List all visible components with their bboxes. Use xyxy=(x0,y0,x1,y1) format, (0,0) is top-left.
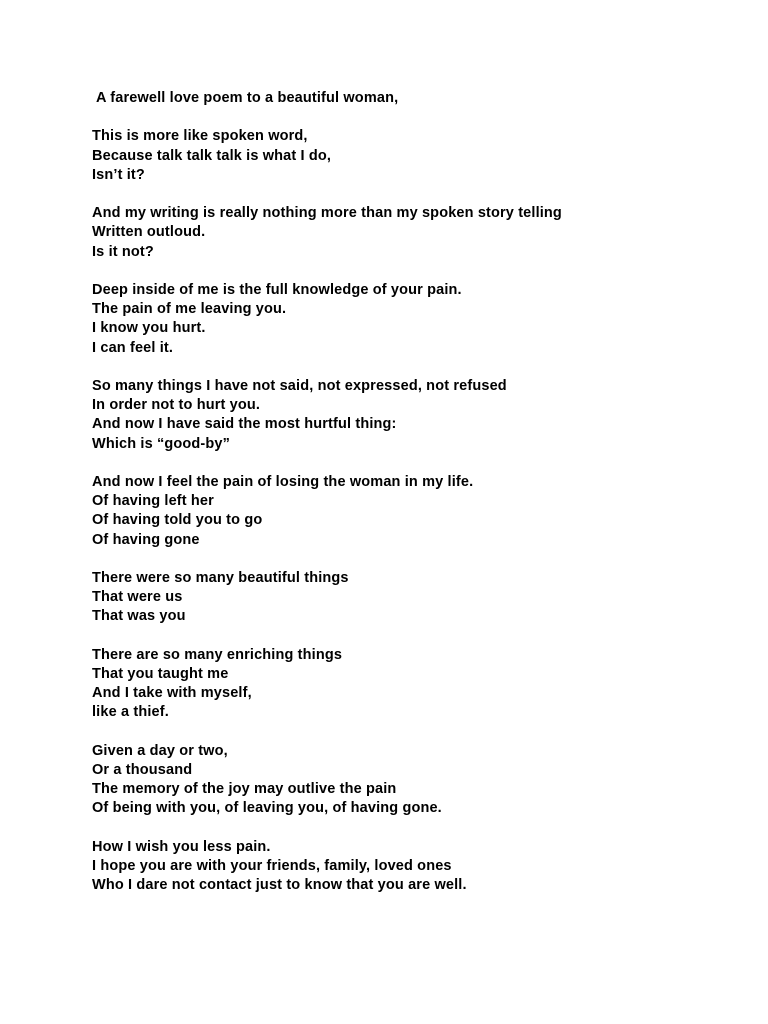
poem-line: Of having left her xyxy=(92,493,214,510)
poem-stanza xyxy=(92,646,752,723)
poem-line: Who I dare not contact just to know that you are well. xyxy=(92,877,467,894)
poem-line: I hope you are with your friends, family, loved ones xyxy=(92,857,452,874)
poem-stanza xyxy=(92,281,752,358)
poem-line: And my writing is really nothing more than my spoken story telling xyxy=(92,205,562,222)
poem-line: Given a day or two, xyxy=(92,742,228,759)
poem-line: Of having told you to go xyxy=(92,512,263,529)
poem-line: This is more like spoken word, xyxy=(92,128,308,145)
poem-line: So many things I have not said, not expressed, not refused xyxy=(92,377,507,394)
poem-line: That was you xyxy=(92,608,186,625)
poem-stanza xyxy=(92,742,752,819)
poem-line: There were so many beautiful things xyxy=(92,569,349,586)
poem-stanza xyxy=(92,377,752,454)
poem-line: Of having gone xyxy=(92,531,200,548)
poem-body xyxy=(92,89,752,915)
poem-stanza xyxy=(92,569,752,627)
poem-title: A farewell love poem to a beautiful woman, xyxy=(96,90,399,106)
poem-stanza xyxy=(92,838,752,896)
poem-line: The memory of the joy may outlive the pain xyxy=(92,781,397,798)
poem-line: Is it not? xyxy=(92,243,154,260)
poem-line: The pain of me leaving you. xyxy=(92,301,287,318)
poem-line: And now I have said the most hurtful thing: xyxy=(92,416,397,433)
poem-line: There are so many enriching things xyxy=(92,646,343,663)
poem-line: like a thief. xyxy=(92,704,169,721)
poem-stanza xyxy=(92,204,752,262)
poem-line: Deep inside of me is the full knowledge of your pain. xyxy=(92,281,462,298)
poem-line: Or a thousand xyxy=(92,761,193,778)
poem-line: That you taught me xyxy=(92,665,229,682)
poem-line: And I take with myself, xyxy=(92,685,252,702)
poem-line: Which is “good-by” xyxy=(92,435,231,452)
poem-line: And now I feel the pain of losing the woman in my life. xyxy=(92,473,474,490)
poem-line: How I wish you less pain. xyxy=(92,838,271,855)
poem-line: Because talk talk talk is what I do, xyxy=(92,147,332,164)
poem-stanza xyxy=(92,473,752,550)
poem-line: I can feel it. xyxy=(92,339,174,356)
poem-line: Of being with you, of leaving you, of having gone. xyxy=(92,800,442,817)
poem-line: In order not to hurt you. xyxy=(92,397,261,414)
poem-line: I know you hurt. xyxy=(92,320,206,337)
stanza-list xyxy=(92,127,752,895)
poem-line: Written outloud. xyxy=(92,224,206,241)
poem-line: Isn’t it? xyxy=(92,166,145,183)
poem-line: That were us xyxy=(92,589,183,606)
poem-stanza xyxy=(92,127,752,185)
